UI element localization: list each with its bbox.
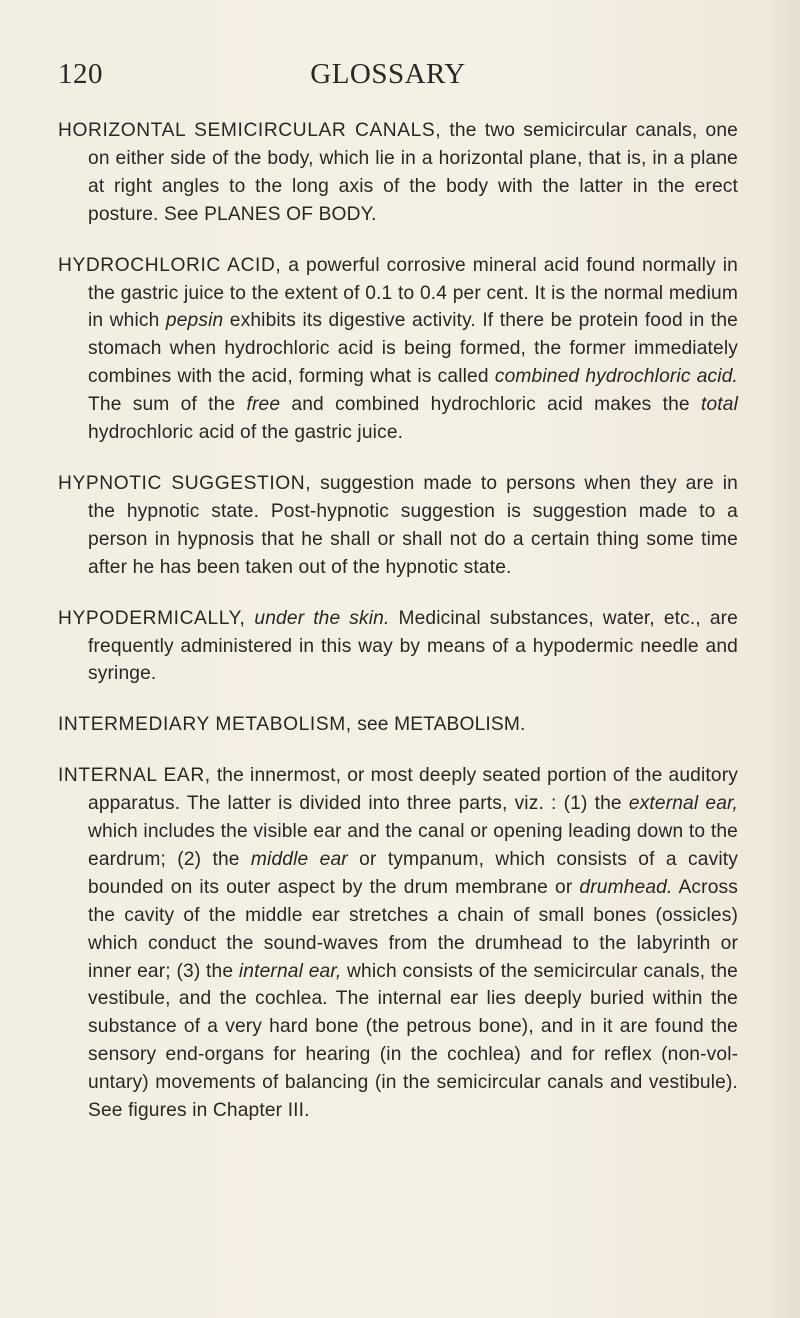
entry-text: a powerful corrosive mineral acid found normally in the gastric juice to the extent of 0.1 to 0.4 per cent. It is the normal medium in which	[88, 254, 739, 332]
entry-text: The sum of the	[88, 394, 247, 416]
entry-text: which consists of the semicircular canals, the vestibule, and the cochlea. The internal ear lies deeply buried within the substance of a very hard bone (the petrous bone), and in it are found the sensory end-organs for hearing (in the cochlea) and for reflex (non-voluntary) movements of balancing (in the semicircular canals and vestibule). See figures in Chapter III.	[88, 960, 739, 1122]
entry-emphasis: internal ear,	[238, 960, 342, 982]
running-title: GLOSSARY	[310, 58, 466, 90]
entry-text: hydrochloric acid of the gastric juice.	[88, 422, 404, 444]
entry-text: which includes the visible ear and the canal or opening leading down to the eardrum; (2) the	[88, 821, 738, 870]
page-number: 120	[58, 58, 103, 90]
entry-term: INTERMEDIARY METABOLISM,	[58, 714, 352, 736]
entry-text: Medicinal substances, water, etc., are frequently administered in this way by means of a hypodermic needle and syringe.	[88, 607, 738, 685]
glossary-entry-hypodermically	[58, 605, 738, 689]
entry-text: Across the cavity of the middle ear stretches a chain of small bones (ossicles) which conduct the sound-waves from the drumhead to the labyrinth or inner ear; (3) the	[88, 876, 738, 982]
entry-emphasis: combined hydrochloric acid.	[494, 366, 739, 388]
entry-text: or tympanum, which consists of a cavity bounded on its outer aspect by the drum membrane or	[88, 848, 738, 898]
glossary-entry-horizontal-semicircular-canals	[58, 117, 738, 229]
entry-term: HORIZONTAL SEMICIRCULAR CANALS,	[58, 120, 442, 141]
page-header	[58, 58, 718, 98]
entry-emphasis: drumhead.	[579, 876, 673, 898]
entry-term: HYPNOTIC SUGGESTION,	[58, 472, 312, 494]
entry-text: the innermost, or most deeply seated portion of the auditory apparatus. The latter is divided into three parts, viz. : (1) the	[88, 765, 739, 815]
entry-emphasis: pepsin	[165, 310, 224, 332]
entry-text: exhibits its digestive activity. If there be protein food in the stomach when hydrochloric acid is being formed, the former immediately combines with the acid, forming what is called	[88, 310, 738, 388]
entry-text: and combined hydrochloric acid makes the	[280, 394, 701, 416]
entry-text: suggestion made to persons when they are in the hypnotic state. Post-hypnotic suggestion is suggestion made to a person in hypnosis that he shall or shall not do a certain thing some time after he has been taken out of the hypnotic state.	[88, 472, 738, 578]
glossary-entry-hydrochloric-acid	[58, 252, 738, 447]
entry-emphasis: external ear,	[628, 793, 738, 815]
entry-term: INTERNAL EAR,	[58, 765, 211, 787]
glossary-entry-intermediary-metabolism	[58, 711, 738, 739]
entry-text: see METABOLISM.	[351, 714, 526, 736]
entry-text: the two semicircular canals, one on either side of the body, which lie in a horizontal plane, that is, in a plane at right angles to the long axis of the body with the latter in the erect posture. See PLANES OF BODY.	[88, 120, 738, 225]
entry-term: HYPODERMICALLY,	[58, 607, 246, 629]
entry-emphasis: free	[246, 394, 281, 416]
entry-term: HYDROCHLORIC ACID,	[58, 254, 282, 276]
glossary-entry-hypnotic-suggestion	[58, 470, 738, 582]
entry-emphasis: total	[700, 394, 738, 416]
entry-emphasis: under the skin.	[254, 607, 390, 629]
glossary-content	[58, 117, 738, 1148]
glossary-entry-internal-ear	[58, 762, 738, 1125]
entry-emphasis: middle ear	[250, 848, 348, 870]
